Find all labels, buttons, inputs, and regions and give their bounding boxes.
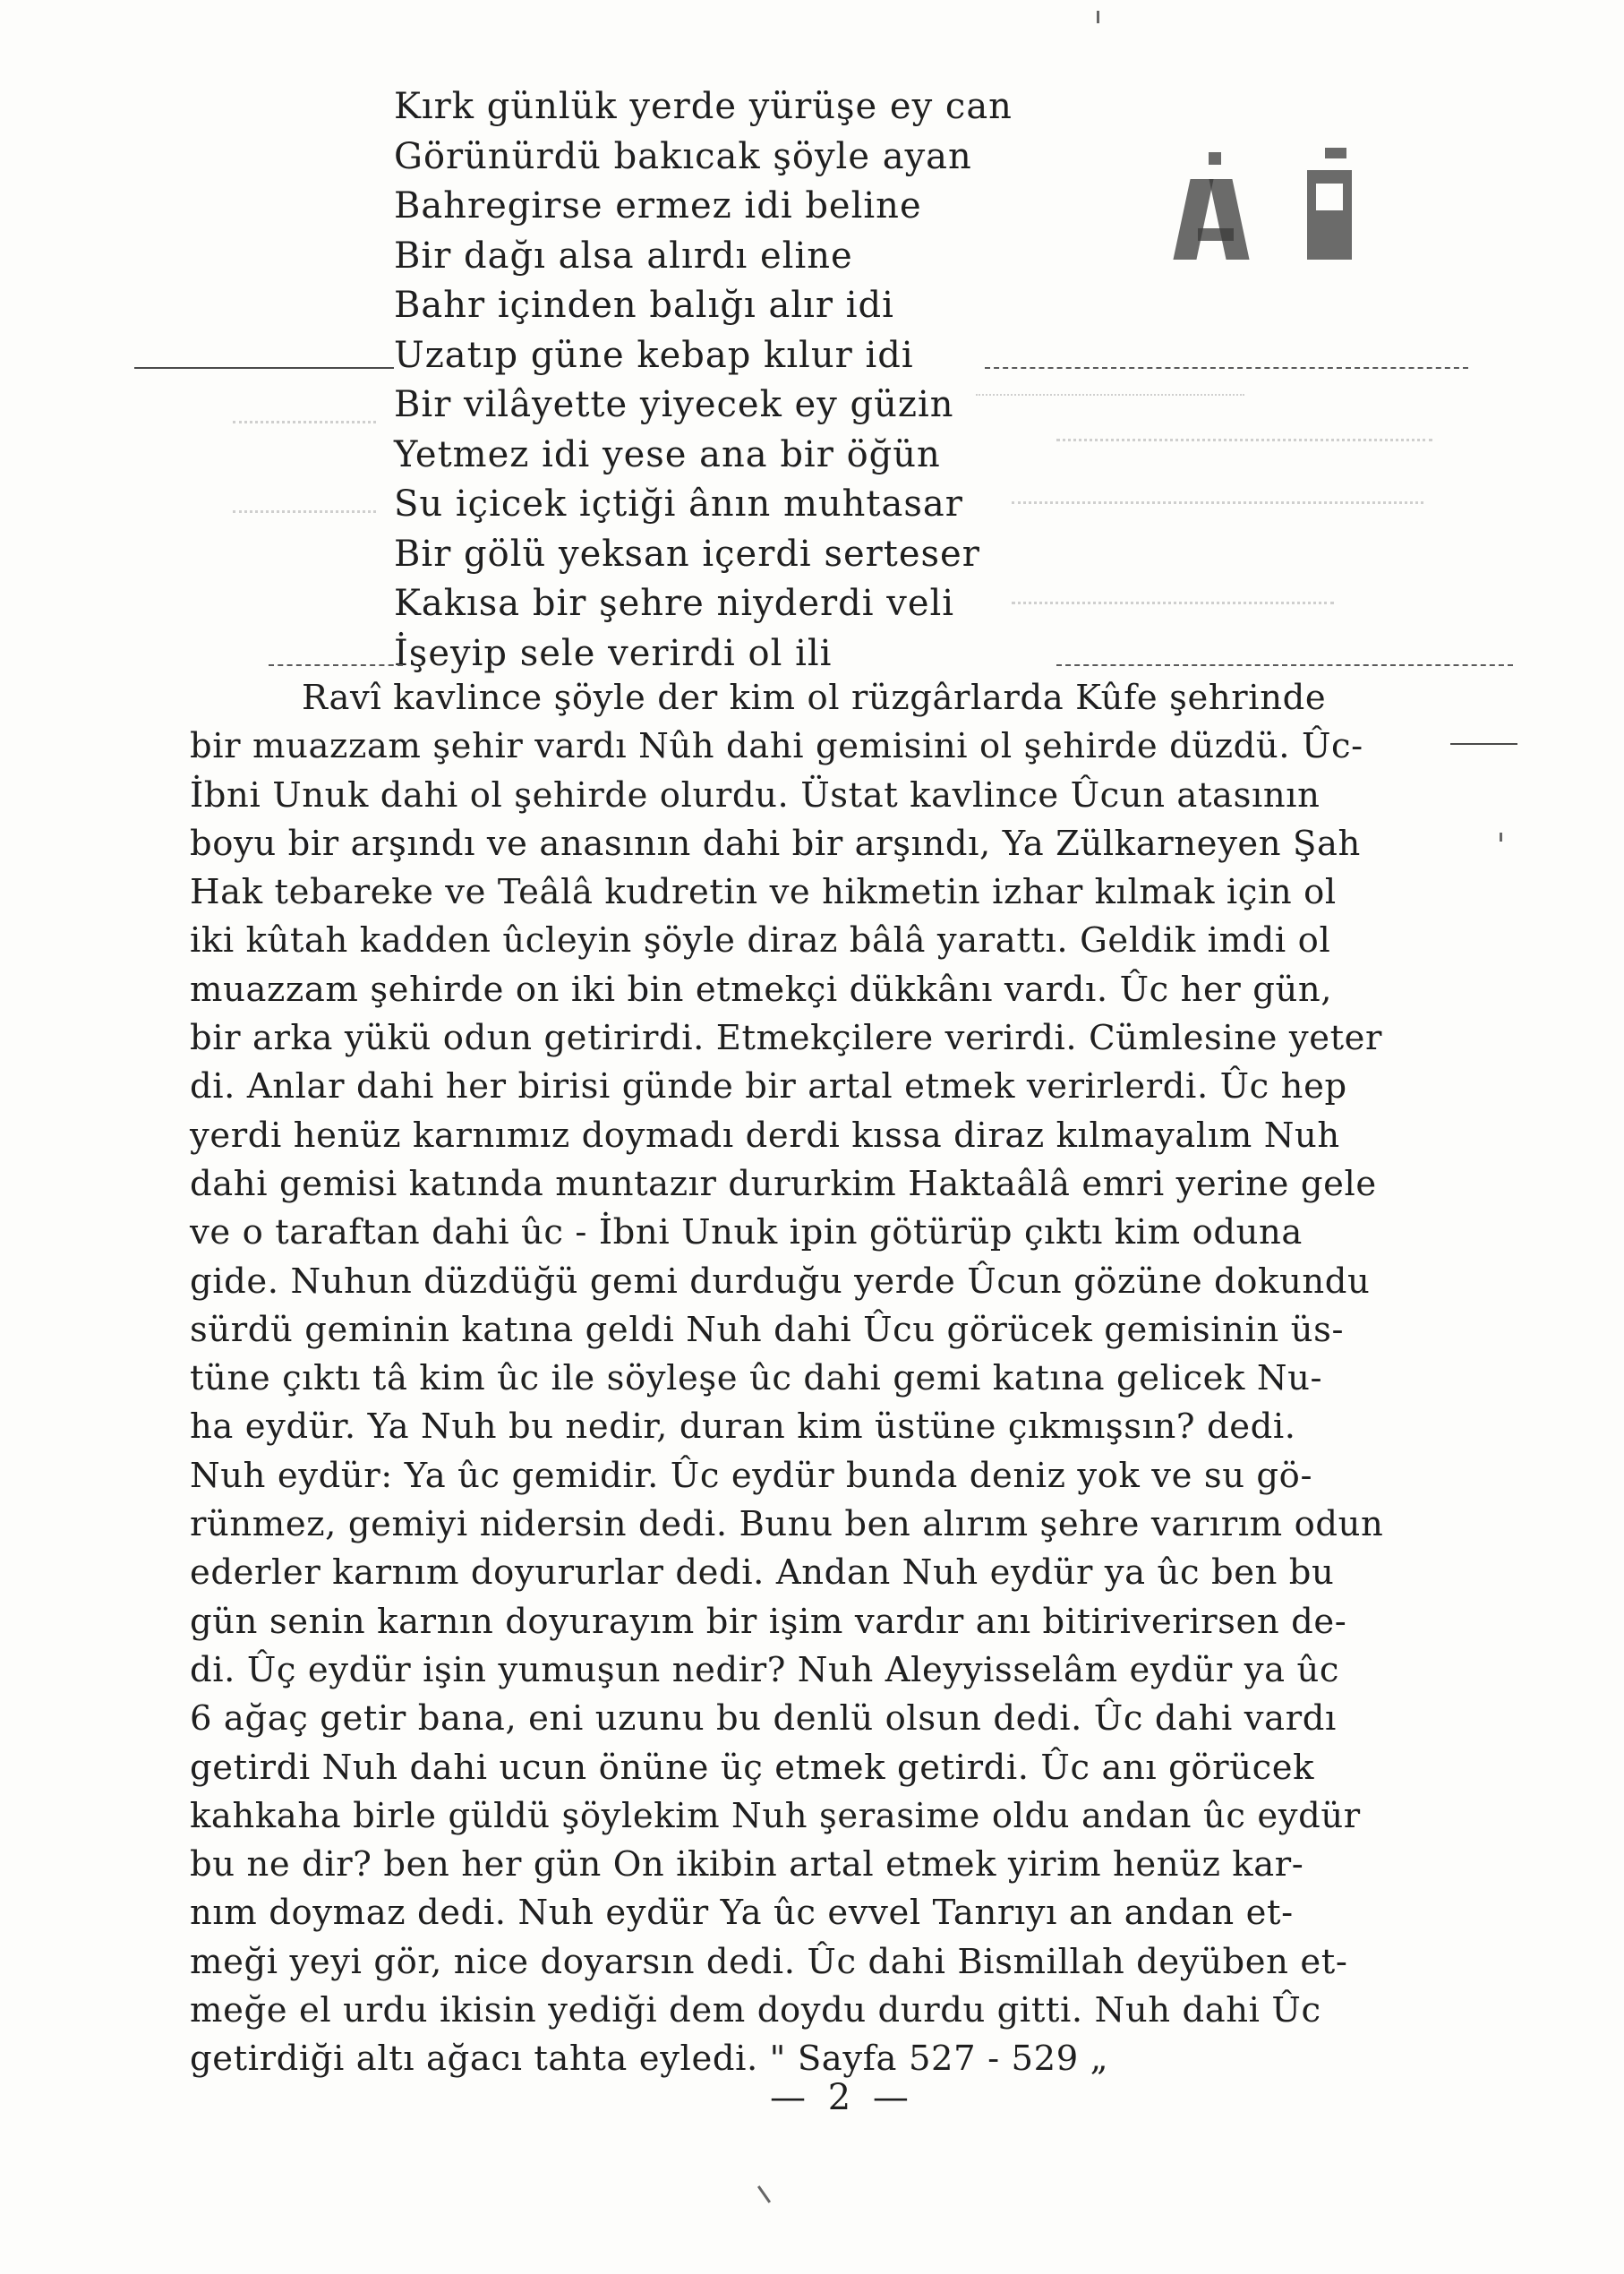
prose-line: İbni Unuk dahi ol şehirde olurdu. Üstat kavlince Ûcun atasının (190, 774, 1321, 816)
prose-line: bir muazzam şehir vardı Nûh dahi gemisini ol şehirde düzdü. Ûc- (190, 726, 1363, 767)
prose-line: muazzam şehirde on iki bin etmekçi dükkânı vardı. Ûc her gün, (190, 969, 1333, 1010)
prose-line: ha eydür. Ya Nuh bu nedir, duran kim üstüne çıkmışsın? dedi. (190, 1406, 1296, 1448)
prose-line: bir arka yükü odun getirirdi. Etmekçilere verirdi. Cümlesine yeter (190, 1018, 1383, 1059)
prose-line: kahkaha birle güldü şöylekim Nuh şerasime oldu andan ûc eydür (190, 1795, 1361, 1836)
prose-line: Ravî kavlince şöyle der kim ol rüzgârlarda Kûfe şehrinde (302, 678, 1327, 718)
divider-rule (134, 367, 394, 369)
poem-line: Görünürdü bakıcak şöyle ayan (394, 135, 972, 177)
prose-line: meği yeyi gör, nice doyarsın dedi. Ûc dahi Bismillah deyüben et- (190, 1941, 1348, 1982)
prose-line: Nuh eydür: Ya ûc gemidir. Ûc eydür bunda deniz yok ve su gö- (190, 1455, 1313, 1496)
prose-line: nım doymaz dedi. Nuh eydür Ya ûc evvel Tanrıyı an andan et- (190, 1893, 1294, 1934)
prose-line: gide. Nuhun düzdüğü gemi durduğu yerde Ûcun gözüne dokundu (190, 1261, 1371, 1302)
prose-line: iki kûtah kadden ûcleyin şöyle diraz bâlâ yarattı. Geldik imdi ol (190, 920, 1331, 962)
poem-line: Kakısa bir şehre niyderdi veli (394, 583, 955, 624)
prose-line: gün senin karnın doyurayım bir işim vardır anı bitiriverirsen de- (190, 1601, 1347, 1642)
show-through-fragment (1012, 501, 1423, 520)
divider-rule (1450, 743, 1517, 745)
prose-line: di. Ûç eydür işin yumuşun nedir? Nuh Aleyyisselâm eydür ya ûc (190, 1649, 1340, 1690)
prose-line: dahi gemisi katında muntazır dururkim Haktaâlâ emri yerine gele (190, 1163, 1377, 1204)
poem-line: Bir gölü yeksan içerdi serteser (394, 533, 980, 575)
poem-line: Uzatıp güne kebap kılur idi (394, 334, 914, 376)
prose-block (190, 674, 1443, 2084)
scan-mark (757, 2185, 771, 2203)
poem-line: Bir dağı alsa alırdı eline (394, 235, 853, 277)
poem-line: Yetmez idi yese ana bir öğün (394, 433, 941, 475)
prose-line: 6 ağaç getir bana, eni uzunu bu denlü olsun dedi. Ûc dahi vardı (190, 1698, 1337, 1740)
show-through-fragment (1056, 439, 1432, 457)
divider-rule (1056, 664, 1513, 666)
prose-line: bu ne dir? ben her gün On ikibin artal etmek yirim henüz kar- (190, 1844, 1304, 1885)
page-number: — 2 — (770, 2077, 914, 2118)
prose-line: sürdü geminin katına geldi Nuh dahi Ûcu görücek gemisinin üs- (190, 1309, 1345, 1350)
scan-mark (1097, 11, 1099, 23)
poem-line: Su içicek içtiği ânın muhtasar (394, 483, 963, 525)
prose-line: rünmez, gemiyi nidersin dedi. Bunu ben alırım şehre varırım odun (190, 1504, 1384, 1545)
divider-rule (269, 664, 403, 666)
poem-line: İşeyip sele verirdi ol ili (394, 632, 833, 674)
prose-line: ve o taraftan dahi ûc - İbni Unuk ipin götürüp çıktı kim oduna (190, 1212, 1303, 1253)
show-through-fragment (233, 421, 376, 440)
prose-line: di. Anlar dahi her birisi günde bir artal etmek verirlerdi. Ûc hep (190, 1066, 1347, 1107)
poem-line: Bahr içinden balığı alır idi (394, 285, 894, 326)
show-through-fragment (233, 510, 376, 529)
prose-line: tüne çıktı tâ kim ûc ile söyleşe ûc dahi gemi katına gelicek Nu- (190, 1358, 1323, 1399)
divider-rule (985, 367, 1468, 369)
prose-line: getirdi Nuh dahi ucun önüne üç etmek getirdi. Ûc anı görücek (190, 1747, 1315, 1788)
prose-line: boyu bir arşındı ve anasının dahi bir arşındı, Ya Zülkarneyen Şah (190, 823, 1361, 864)
prose-line: yerdi henüz karnımız doymadı derdi kıssa diraz kılmayalım Nuh (190, 1115, 1340, 1156)
show-through-fragment (1012, 602, 1334, 620)
poem-line: Bir vilâyette yiyecek ey güzin (394, 384, 954, 425)
prose-line: Hak tebareke ve Teâlâ kudretin ve hikmetin izhar kılmak için ol (190, 872, 1337, 913)
prose-line: meğe el urdu ikisin yediği dem doydu durdu gitti. Nuh dahi Ûc (190, 1990, 1321, 2031)
prose-line: getirdiği altı ağacı tahta eyledi. " Sayfa 527 - 529 „ (190, 2039, 1109, 2080)
scan-mark (1500, 833, 1502, 842)
prose-line: ederler karnım doyururlar dedi. Andan Nuh eydür ya ûc ben bu (190, 1552, 1335, 1594)
poem-line: Bahregirse ermez idi beline (394, 185, 922, 227)
poem-block (394, 82, 1039, 679)
poem-line: Kırk günlük yerde yürüşe ey can (394, 86, 1013, 127)
show-through-logo (1155, 143, 1379, 278)
